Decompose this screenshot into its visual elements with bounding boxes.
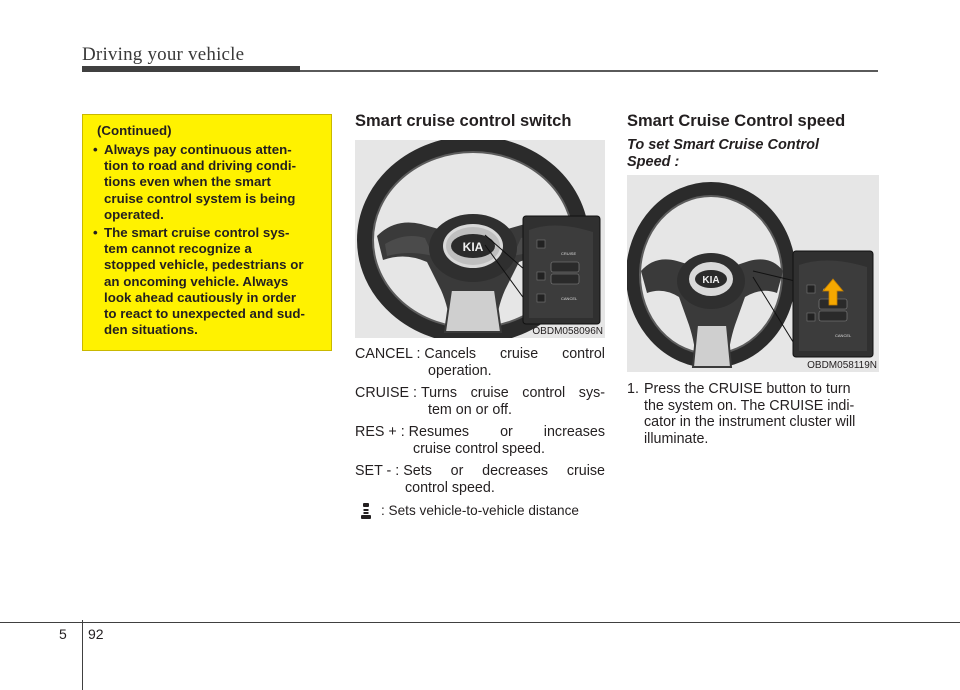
caution-item: [93, 225, 322, 338]
section-title-switch: Smart cruise control switch: [355, 112, 572, 130]
step-1: [627, 381, 879, 447]
definition-res: [355, 424, 605, 457]
definition-text: control speed.: [405, 479, 495, 496]
step-text: the system on. The CRUISE indi-: [644, 397, 855, 414]
caution-line: stopped vehicle, pedestrians or: [104, 257, 304, 273]
definition-text: Sets or decreases cruise: [403, 463, 605, 479]
figure-code: OBDM058119N: [807, 360, 877, 371]
step-text: cator in the instrument cluster will: [644, 414, 856, 430]
caution-line: look ahead cautiously in order: [104, 289, 297, 305]
caution-line: to react to unexpected and sud-: [104, 306, 305, 322]
inset-cancel-label: CANCEL: [835, 333, 852, 338]
definition-text: Resumes or increases: [408, 424, 605, 440]
steering-wheel-illustration: [627, 175, 879, 372]
steering-wheel-figure: [355, 140, 605, 338]
footer-divider: [82, 620, 83, 690]
step-text: Press the CRUISE button to turn: [644, 381, 851, 397]
bullet: •: [93, 225, 98, 241]
caution-line: tion to road and driving condi-: [104, 158, 297, 174]
definition-text: Turns cruise control sys-: [420, 385, 605, 401]
caution-box: [82, 114, 332, 351]
bullet: •: [93, 142, 98, 157]
caution-line: operated.: [104, 206, 164, 222]
definition-text: : Sets vehicle-to-vehicle distance: [381, 502, 579, 518]
definition-cancel: [355, 346, 605, 379]
switch-inset: [793, 251, 873, 357]
definition-text: Cancels cruise control: [424, 346, 605, 362]
switch-inset: [523, 216, 600, 324]
step-text: illuminate.: [644, 430, 709, 447]
caution-heading: (Continued): [97, 123, 172, 138]
caution-line: tions even when the smart: [104, 174, 271, 190]
caution-line: tem cannot recognize a: [104, 241, 252, 257]
page-number: 92: [88, 626, 104, 642]
header-title: Driving your vehicle: [82, 44, 245, 65]
header-rule-accent: [82, 66, 300, 72]
subsection-title: [627, 137, 819, 171]
section-title-speed: Smart Cruise Control speed: [627, 112, 846, 130]
steering-wheel-figure-2: [627, 175, 879, 372]
inset-cancel-label: CANCEL: [561, 296, 578, 301]
definition-key: SET - :: [355, 463, 400, 479]
definition-key: CANCEL :: [355, 346, 421, 362]
definition-text: cruise control speed.: [413, 440, 545, 457]
definition-key: RES + :: [355, 424, 405, 440]
subtitle-line: To set Smart Cruise Control: [627, 137, 820, 153]
definition-distance: [355, 502, 605, 520]
caution-line: Always pay continuous atten-: [104, 142, 292, 157]
step-number: 1.: [627, 381, 639, 397]
logo-text: KIA: [702, 275, 720, 286]
footer-rule: [0, 622, 960, 623]
definition-cruise: [355, 385, 605, 418]
figure-code: OBDM058096N: [532, 326, 603, 337]
vehicle-distance-icon: [359, 502, 373, 520]
subtitle-line: Speed :: [627, 154, 680, 170]
steering-wheel-illustration: [355, 140, 605, 338]
section-number: 5: [59, 626, 67, 642]
definition-key: CRUISE :: [355, 385, 417, 401]
logo-text: KIA: [462, 240, 484, 254]
inset-cruise-label: CRUISE: [561, 251, 577, 256]
caution-line: an oncoming vehicle. Always: [104, 273, 289, 289]
caution-line: den situations.: [104, 322, 198, 338]
caution-item: [93, 142, 322, 223]
definition-text: operation.: [428, 362, 492, 379]
caution-line: cruise control system is being: [104, 190, 296, 206]
caution-line: The smart cruise control sys-: [104, 225, 290, 241]
definition-text: tem on or off.: [428, 401, 512, 418]
switch-definitions: [355, 346, 605, 520]
definition-set: [355, 463, 605, 496]
